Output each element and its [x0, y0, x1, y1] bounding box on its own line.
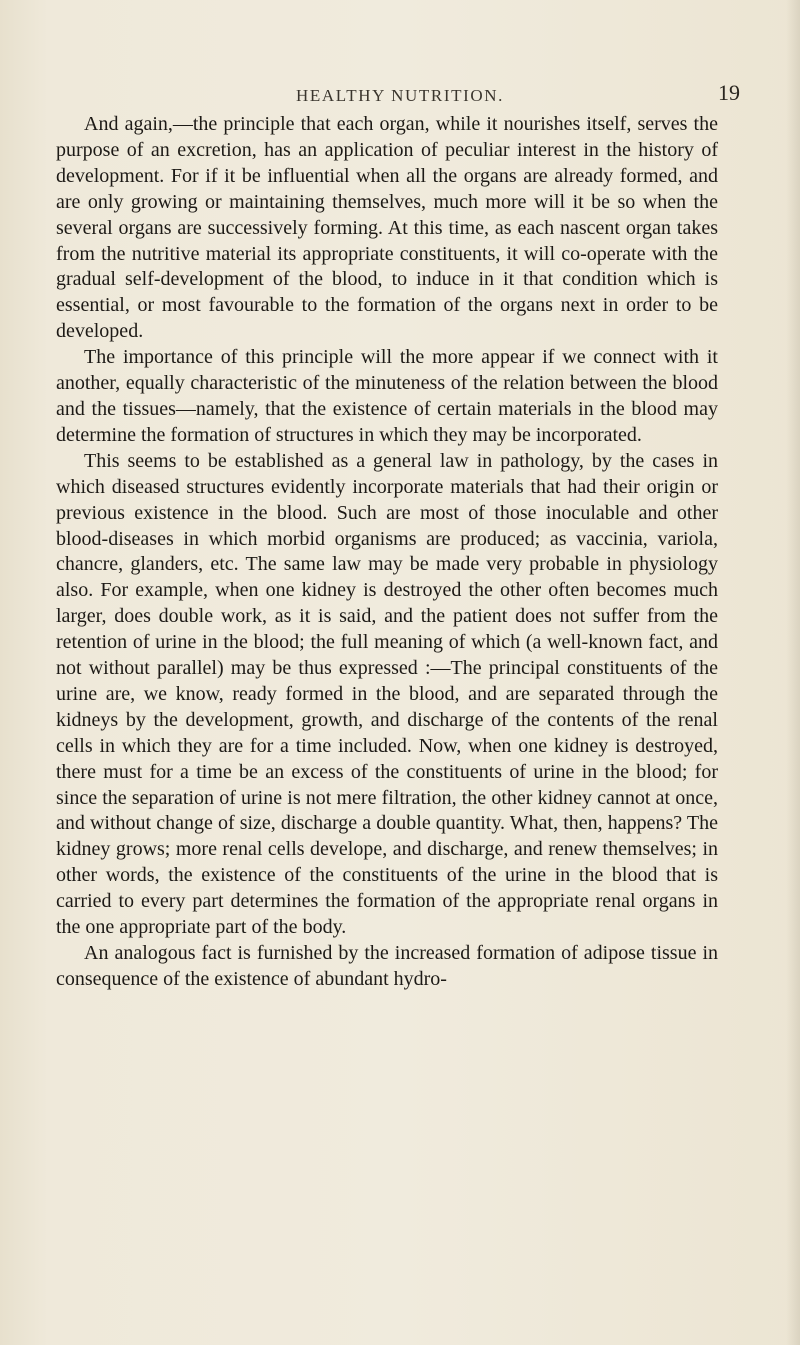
page-header [60, 80, 740, 110]
body-text [56, 112, 718, 993]
page-edge-shadow [786, 0, 800, 1345]
paragraph-2: The importance of this principle will the more appear if we connect with it another, equally characteristic of the minuteness of the relation between the blood and the tissues—namely, that the existence of certain materials in the blood may determine the formation of structures in which they may be incorporated. [56, 346, 718, 446]
running-head: HEALTHY NUTRITION. [296, 86, 504, 105]
page-number: 19 [718, 80, 740, 105]
paragraph-4: An analogous fact is furnished by the increased formation of adipose tissue in consequence of the existence of abundant hydro- [56, 942, 718, 990]
paragraph-1: And again,—the principle that each organ, while it nourishes itself, serves the purpose of an excretion, has an application of peculiar interest in the history of development. For if it be influential when all the organs are already formed, and are only growing or maintaining themselves, much more will it be so when the several organs are successively forming. At this time, as each nascent organ takes from the nutritive material its appropriate constituents, it will co-operate with the gradual self-development of the blood, to induce in it that condition which is essential, or most favourable to the formation of the organs next in order to be developed. [56, 113, 718, 343]
paragraph-3: This seems to be established as a general law in pathology, by the cases in which diseased structures evidently incorporate materials that had their origin or previous existence in the blood. Such are most of those inoculable and other blood-diseases in which morbid organisms are produced; as vaccinia, variola, chancre, glanders, etc. The same law may be made very probable in physiology also. For example, when one kidney is destroyed the other often becomes much larger, does double work, as it is said, and the patient does not suffer from the retention of urine in the blood; the full meaning of which (a well-known fact, and not without parallel) may be thus expressed :—The principal constituents of the urine are, we know, ready formed in the blood, and are separated through the kidneys by the development, growth, and discharge of the contents of the renal cells in which they are for a time included. Now, when one kidney is destroyed, there must for a time be an excess of the constituents of urine in the blood; for since the separation of urine is not mere filtration, the other kidney cannot at once, and without change of size, discharge a double quantity. What, then, happens? The kidney grows; more renal cells develope, and discharge, and renew themselves; in other words, the existence of the constituents of the urine in the blood that is carried to every part determines the formation of the appropriate renal organs in the one appropriate part of the body. [56, 449, 718, 939]
